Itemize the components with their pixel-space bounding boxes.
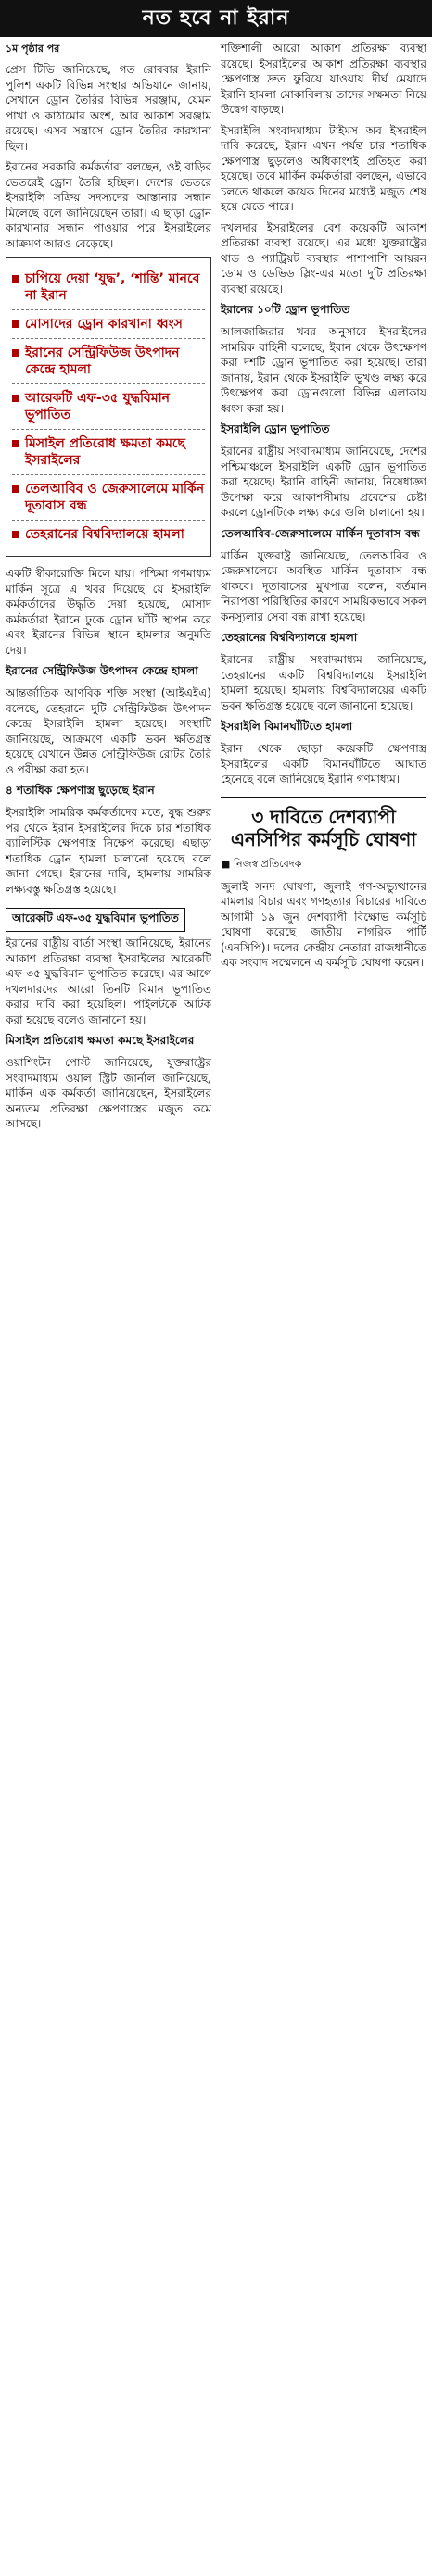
section-subheading: তেহরানের বিশ্ববিদ্যালয়ে হামলা (221, 631, 358, 644)
article-paragraph: ইরান থেকে ছোড়া কয়েকটি ক্ষেপণাস্ত্র ইসরাইলের একটি বিমানঘাঁটিতে আঘাত হেনেছে বলে জানিয়েছে ইরানি গণমাধ্যম। (221, 742, 426, 785)
article-paragraph: প্রেস টিভি জানিয়েছে, গত রোববার ইরানি পুলিশ একটি বিভিন্ন সংস্থার অভিযানে জানায়, সেখানে ড্রোন তৈরির বিভিন্ন সরঞ্জাম, যেমন পাখা ও কাঠামোর অংশ, আর আকাশ সরঞ্জাম রয়েছে। এসব সন্ত্রাসে ড্রোন তৈরির কারখানা ছিল। (6, 63, 211, 153)
article-paragraph: ইরানের রাষ্ট্রীয় সংবাদমাধ্যম জানিয়েছে, তেহরানের একটি বিশ্ববিদ্যালয়ে ইসরাইলি হামলা হয়েছে। হামলায় বিশ্ববিদ্যালয়ের একটি ভবন ক্ষতিগ্রস্ত হয়েছে বলে জানানো হয়েছে। (221, 653, 426, 712)
right-column (221, 41, 426, 2569)
square-bullet-icon (12, 349, 19, 357)
article-paragraph: ইসরাইলি সংবাদমাধ্যম টাইমস অব ইসরাইল দাবি করেছে, ইরান এখন পর্যন্ত চার শতাধিক ক্ষেপণাস্ত্র ছুড়লেও অধিকাংশই প্রতিহত করা হয়েছে। তবে মার্কিন কর্মকর্তারা বলছেন, এভাবে চলতে থাকলে কয়েক দিনের মধ্যেই মজুত শেষ হয়ে যেতে পারে। (221, 123, 426, 213)
highlight-item (12, 521, 205, 548)
article-paragraph: দখলদার ইসরাইলের বেশ কয়েকটি আকাশ প্রতিরক্ষা ব্যবস্থা রয়েছে। এর মধ্যে যুক্তরাষ্ট্রের থাড ও প্যাট্রিয়ট ব্যবস্থার পাশাপাশি আয়রন ডোম ও ডেভিড স্লিং-এর মতো দুটি প্রতিরক্ষা ব্যবস্থা রয়েছে। (221, 220, 426, 295)
article-paragraph: মার্কিন যুক্তরাষ্ট্র জানিয়েছে, তেলআবিব ও জেরুসালেমে অবস্থিত মার্কিন দূতাবাস বন্ধ থাকবে। দূতাবাসের মুখপাত্র বলেন, বর্তমান নিরাপত্তা পরিস্থিতির কারণে সাময়িকভাবে সকল কনস্যুলার সেবা বন্ধ রাখা হয়েছে। (221, 548, 426, 623)
highlight-text: তেলআবিব ও জেরুসালেমে মার্কিন দূতাবাস বন্ধ (25, 482, 205, 513)
highlight-item (12, 475, 205, 521)
square-bullet-icon (12, 275, 19, 283)
highlight-text: তেহরানের বিশ্ববিদ্যালয়ে হামলা (25, 527, 184, 542)
article-paragraph: ইরানের রাষ্ট্রীয় বার্তা সংস্থা জানিয়েছে, ইরানের আকাশ প্রতিরক্ষা ব্যবস্থা ইসরাইলের আরেকটি এফ-৩৫ যুদ্ধবিমান ভূপাতিত করেছে। এর আগে দখলদারদের আরো তিনটি বিমান ভূপাতিত করার দাবি করা হয়েছিল। পাইলটকে আটক করা হয়েছে বলেও জানানো হয়। (6, 936, 211, 1026)
section-subheading: ইসরাইলি বিমানঘাঁটিতে হামলা (221, 720, 353, 733)
article-paragraph: ইরানের সরকারি কর্মকর্তারা বলছেন, ওই বাড়ির ভেতরেই ড্রোন তৈরি হচ্ছিল। দেশের ভেতরে ইসরাইলি সক্রিয় সদস্যদের আস্তানার সন্ধান মিলেছে বলে জানিয়েছেন তারা। এ ছাড়া ড্রোন কারখানার সন্ধান পাওয়ার পরে ইসরাইলের আক্রমণ আরও বেড়েছে। (6, 160, 211, 250)
headline-bar (0, 0, 432, 37)
section-subheading: মিসাইল প্রতিরোধ ক্ষমতা কমছে ইসরাইলের (6, 1034, 195, 1047)
continuation-label: ১ম পৃষ্ঠার পর (6, 43, 60, 55)
highlight-item (12, 384, 205, 430)
square-bullet-icon (12, 485, 19, 493)
square-bullet-icon (12, 531, 19, 538)
feature-title: ৩ দাবিতে দেশব্যাপী এনসিপির কর্মসূচি ঘোষণা (230, 805, 417, 850)
article-paragraph: ইসরাইলি সামরিক কর্মকর্তাদের মতে, যুদ্ধ শুরুর পর থেকে ইরান ইসরাইলের দিকে চার শতাধিক ব্যালিস্টিক ক্ষেপণাস্ত্র নিক্ষেপ করেছে। এছাড়া শতাধিক ড্রোন হামলা চালানো হয়েছে বলে জানা গেছে। ইরানের দাবি, হামলায় সামরিক লক্ষ্যবস্তু ক্ষতিগ্রস্ত হয়েছে। (6, 806, 211, 896)
highlight-text: আরেকটি এফ-৩৫ যুদ্ধবিমান ভূপাতিত (25, 391, 171, 422)
section-subheading: ইরানের সেন্ট্রিফিউজ উৎপাদন কেন্দ্রে হামলা (6, 664, 198, 677)
highlight-item (12, 310, 205, 339)
article-paragraph: জুলাই সনদ ঘোষণা, জুলাই গণ-অভ্যুত্থানের মামলার বিচার এবং গণহত্যার বিচারের দাবিতে আগামী ১৯ জুন দেশব্যাপী বিক্ষোভ কর্মসূচি ঘোষণা করেছে জাতীয় নাগরিক পার্টি (এনসিপি)। দলের কেন্দ্রীয় নেতারা রাজধানীতে এক সংবাদ সম্মেলনে এ কর্মসূচি ঘোষণা করেন। (221, 879, 426, 969)
highlight-item (12, 265, 205, 310)
square-bullet-icon (12, 395, 19, 402)
article-columns (6, 41, 426, 2569)
highlight-item (12, 430, 205, 475)
square-bullet-icon (12, 440, 19, 447)
section-subheading: তেলআবিব-জেরুসালেমে মার্কিন দূতাবাস বন্ধ (221, 526, 420, 540)
section-subheading: ৪ শতাধিক ক্ষেপণাস্ত্র ছুড়েছে ইরান (6, 784, 155, 797)
highlight-text: মোসাদের ড্রোন কারখানা ধ্বংস (25, 317, 183, 332)
square-bullet-icon (12, 320, 19, 328)
section-subheading: ইরানের ১০টি ড্রোন ভূপাতিত (221, 303, 350, 316)
highlights-box (6, 257, 211, 557)
byline: ■ নিজস্ব প্রতিবেদক (221, 857, 302, 870)
article-paragraph: ইরানের রাষ্ট্রীয় সংবাদমাধ্যম জানিয়েছে, দেশের পশ্চিমাঞ্চলে ইসরাইলি একটি ড্রোন ভূপাতিত করা হয়েছে। ইরানি বাহিনী জানায়, নিষেধাজ্ঞা উপেক্ষা করে আকাশসীমায় প্রবেশের চেষ্টা করলে ড্রোনটিকে লক্ষ্য করে গুলি চালানো হয়। (221, 445, 426, 519)
article-paragraph: ওয়াশিংটন পোস্ট জানিয়েছে, যুক্তরাষ্ট্রের সংবাদমাধ্যম ওয়াল স্ট্রিট জার্নাল জানিয়েছে, মার্কিন এক কর্মকর্তা জানিয়েছেন, ইসরাইলের অন্যতম প্রতিরক্ষা ক্ষেপণাস্ত্রের মজুত কমে আসছে। (6, 1056, 211, 1130)
highlight-item (12, 339, 205, 384)
highlight-text: মিসাইল প্রতিরোধ ক্ষমতা কমছে ইসরাইলের (25, 436, 185, 468)
highlight-text: ইরানের সেন্ট্রিফিউজ উৎপাদন কেন্দ্রে হামলা (25, 346, 180, 377)
article-paragraph: আলজাজিরার খবর অনুসারে ইসরাইলের সামরিক বাহিনী বলেছে, ইরান থেকে উৎক্ষেপণ করা দশটি ড্রোন ভূপাতিত করা হয়েছে। তারা জানায়, ইরান থেকে ইসরাইলি ভূখণ্ড লক্ষ্য করে উৎক্ষেপণ করা ড্রোনগুলো বিভিন্ন এলাকায় ধ্বংস করা হয়। (221, 325, 426, 415)
feature-article (221, 797, 426, 971)
main-headline: নত হবে না ইরান (142, 6, 290, 30)
article-paragraph: একটি স্বীকারোক্তি মিলে যায়। পশ্চিমা গণমাধ্যম মার্কিন সূত্রে এ খবর দিয়েছে যে ইসরাইলি কর্মকর্তাদের উদ্ধৃতি দেয়া হয়েছে, মোসাদ কর্মকর্তারা ইরানে ঢুকে ড্রোন ঘাঁটি স্থাপন করে এবং ইরানের বিভিন্ন স্থানে হামলার অনুমতি দেয়। (6, 567, 211, 657)
article-paragraph: শক্তিশালী আরো আকাশ প্রতিরক্ষা ব্যবস্থা রয়েছে। ইসরাইলের আকাশ প্রতিরক্ষা ব্যবস্থার ক্ষেপণাস্ত্র দ্রুত ফুরিয়ে যাওয়ায় দীর্ঘ মেয়াদে ইরানি হামলা মোকাবিলায় তাদের সক্ষমতা নিয়ে উদ্বেগ বাড়ছে। (221, 42, 426, 116)
section-subheading: ইসরাইলি ড্রোন ভূপাতিত (221, 422, 330, 435)
highlight-text: চাপিয়ে দেয়া ‘যুদ্ধ’, ‘শান্তি’ মানবে না ইরান (25, 271, 200, 303)
section-boxed-subheading: আরেকটি এফ-৩৫ যুদ্ধবিমান ভূপাতিত (6, 908, 185, 932)
left-column (6, 41, 211, 2569)
article-paragraph: আন্তর্জাতিক আণবিক শক্তি সংস্থা (আইএইএ) বলেছে, তেহরানে দুটি সেন্ট্রিফিউজ উৎপাদন কেন্দ্রে ইসরাইলি হামলা হয়েছে। সংস্থাটি জানিয়েছে, আক্রমণে একটি ভবন ক্ষতিগ্রস্ত হয়েছে যেখানে উন্নত সেন্ট্রিফিউজ রোটর তৈরি ও পরীক্ষা করা হত। (6, 686, 211, 776)
